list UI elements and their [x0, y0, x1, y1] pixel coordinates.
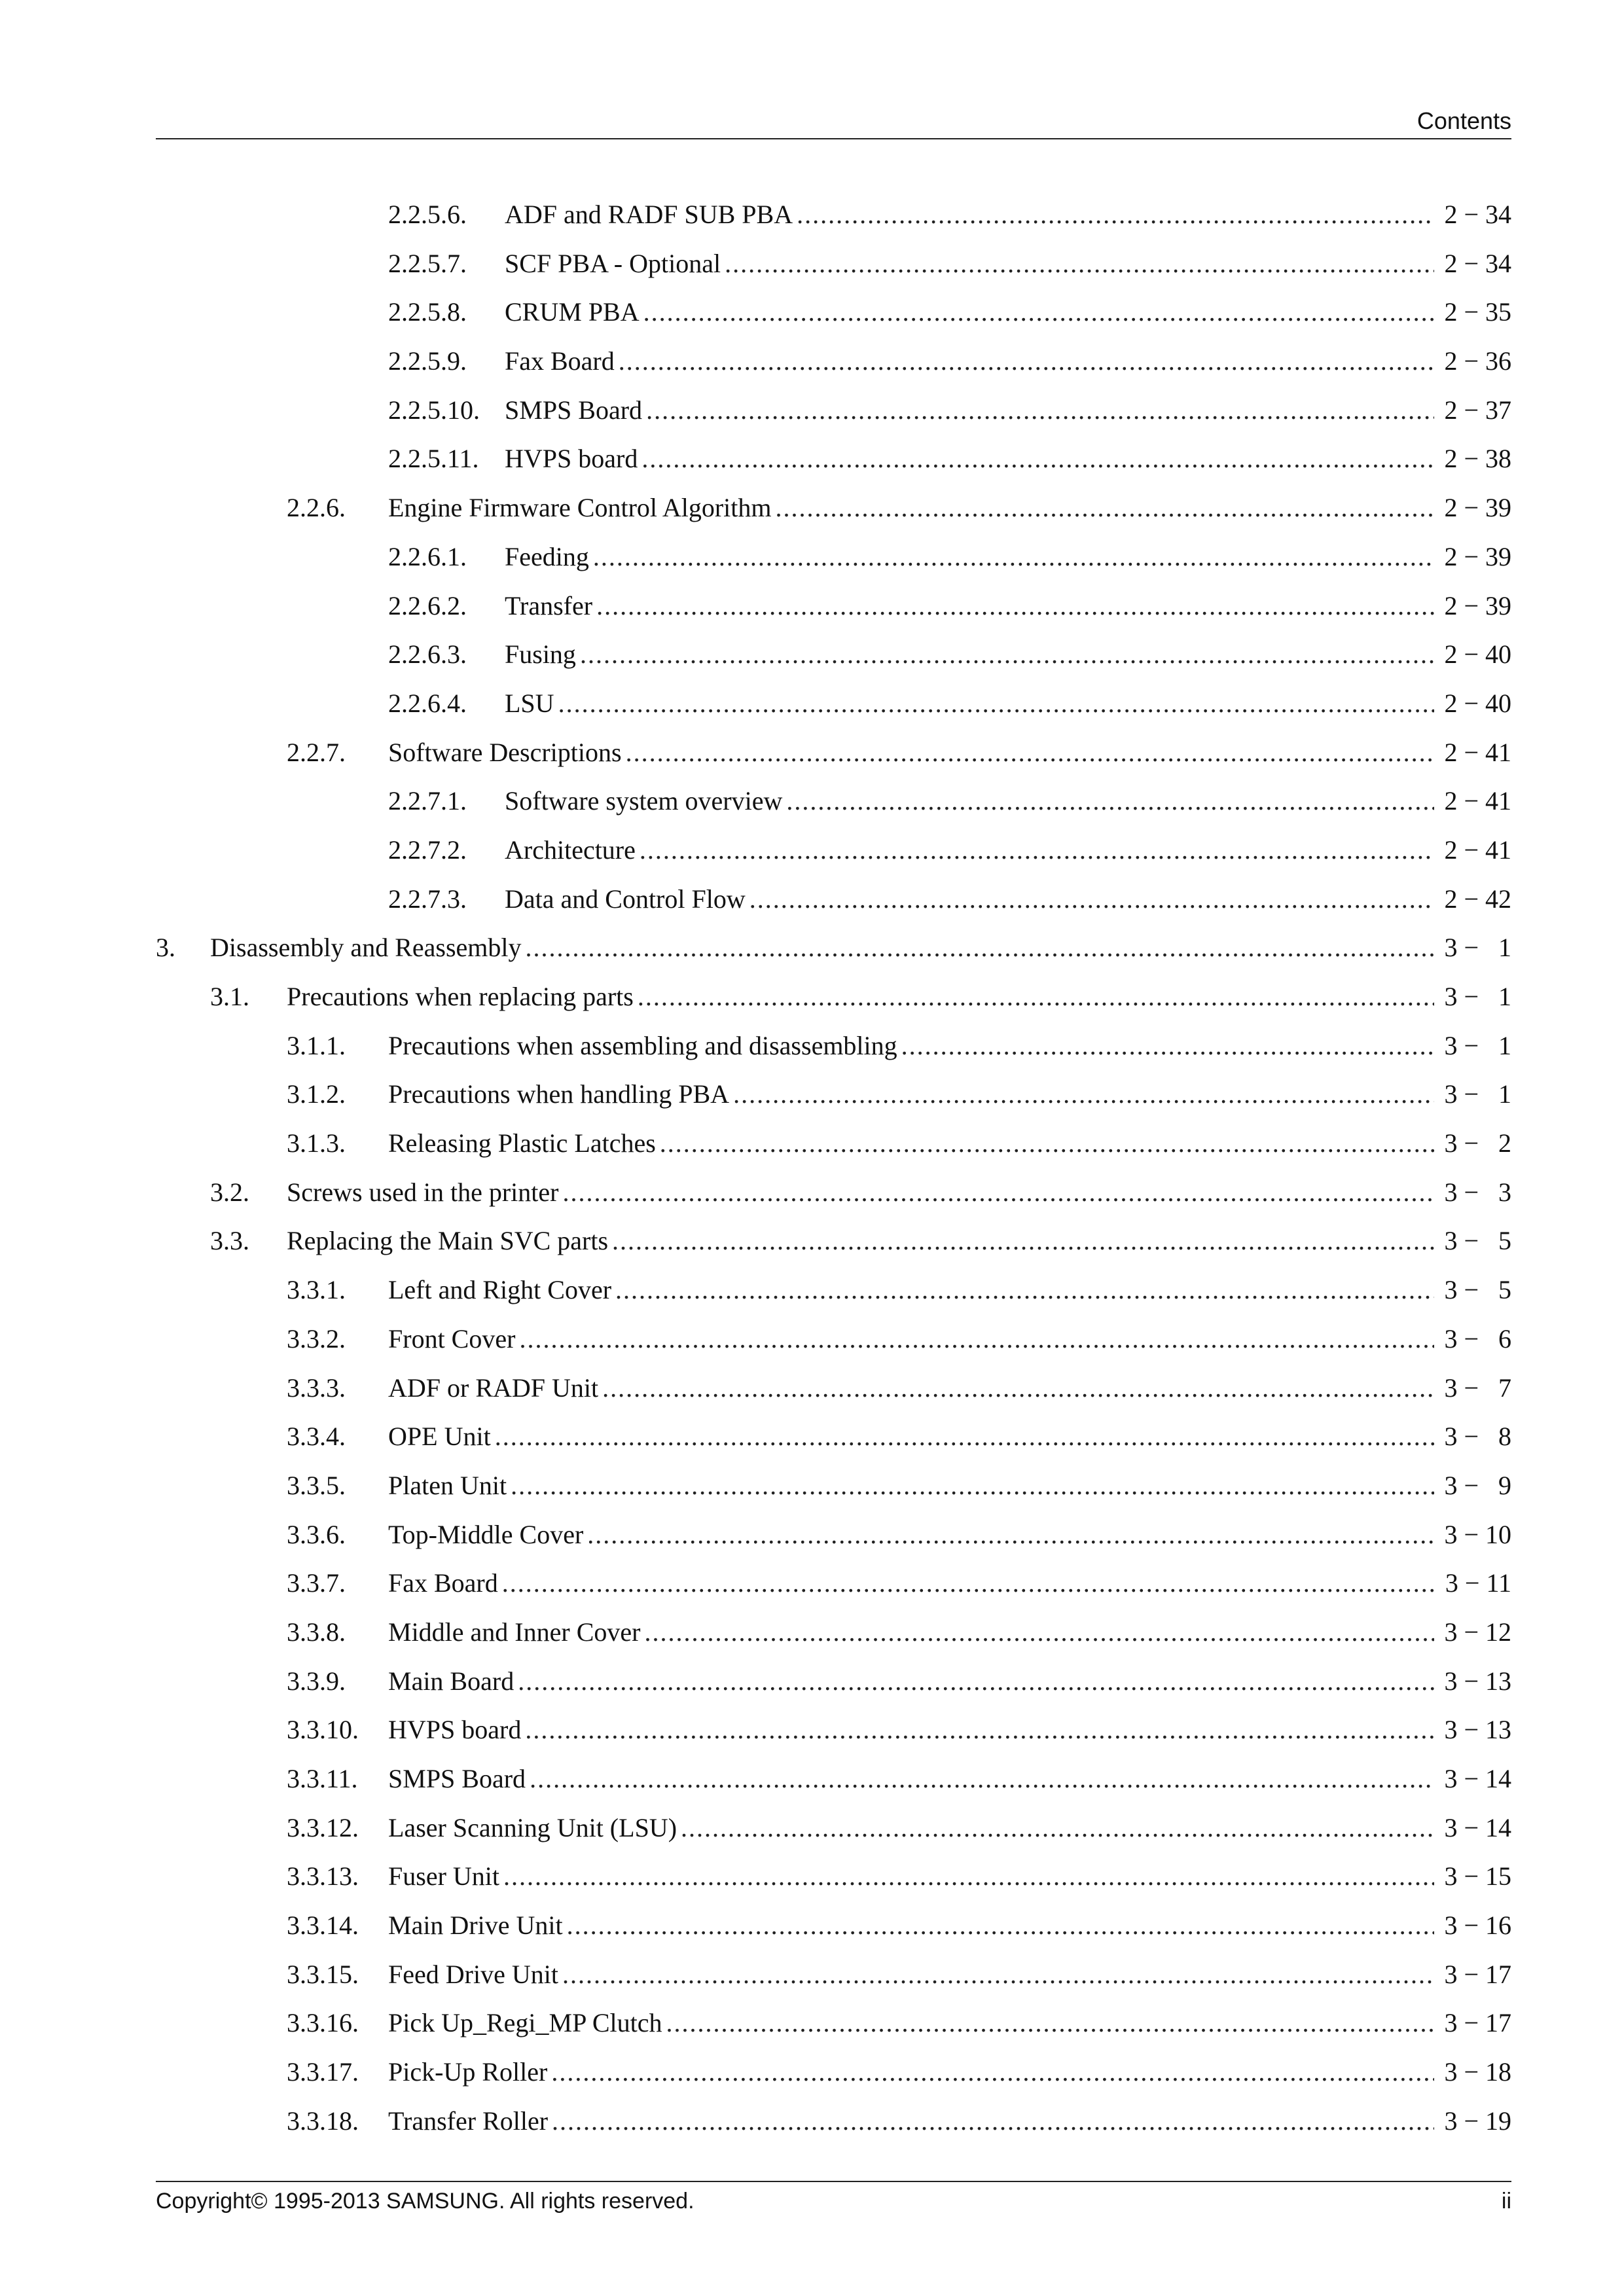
toc-entry-line — [388, 1462, 1511, 1511]
dot-leader — [602, 1364, 1434, 1413]
toc-entry-page: 3 − 18 — [1434, 2048, 1511, 2097]
dot-leader — [612, 1217, 1434, 1266]
toc-entry-page: 3 − 5 — [1434, 1266, 1511, 1315]
toc-entry-title: ADF or RADF Unit — [388, 1364, 602, 1413]
toc-entry-number: 3.1. — [210, 982, 249, 1011]
toc-entry-title: Replacing the Main SVC parts — [287, 1217, 612, 1266]
toc-entry-line — [505, 582, 1511, 631]
toc-entry[interactable] — [156, 1462, 1511, 1511]
dot-leader — [749, 875, 1434, 924]
toc-entry-title: HVPS board — [388, 1706, 525, 1755]
toc-entry-page: 2 − 38 — [1434, 435, 1511, 484]
toc-entry-page: 3 − 7 — [1434, 1364, 1511, 1413]
toc-entry-page: 3 − 9 — [1434, 1462, 1511, 1511]
dot-leader — [567, 1901, 1434, 1950]
toc-entry-page: 3 − 2 — [1434, 1119, 1511, 1168]
toc-entry-page: 3 − 14 — [1434, 1804, 1511, 1853]
toc-entry-title: ADF and RADF SUB PBA — [505, 190, 797, 240]
dot-leader — [562, 1168, 1434, 1217]
toc-entry-number: 2.2.7.1. — [388, 786, 467, 816]
toc-entry-number: 2.2.6.1. — [388, 541, 467, 571]
toc-entry[interactable] — [156, 1657, 1511, 1706]
toc-entry-line — [505, 190, 1511, 240]
toc-entry-title: Screws used in the printer — [287, 1168, 562, 1217]
toc-entry-page: 3 − 8 — [1434, 1412, 1511, 1462]
toc-entry-title: Fuser Unit — [388, 1852, 503, 1901]
toc-entry-number: 3.1.2. — [287, 1079, 346, 1109]
dot-leader — [733, 1070, 1434, 1119]
toc-entry-title: HVPS board — [505, 435, 641, 484]
toc-entry-line — [505, 435, 1511, 484]
toc-entry-page: 3 − 11 — [1434, 1559, 1511, 1608]
toc-entry-line — [388, 1950, 1511, 2000]
page-number: ii — [1501, 2189, 1511, 2214]
toc-entry[interactable] — [156, 288, 1511, 337]
toc-entry-number: 2.2.5.6. — [388, 200, 467, 229]
toc-entry-title: CRUM PBA — [505, 288, 643, 337]
toc-entry[interactable] — [156, 240, 1511, 289]
dot-leader — [519, 1315, 1434, 1364]
toc-entry-number: 2.2.5.9. — [388, 346, 467, 376]
dot-leader — [641, 435, 1434, 484]
toc-entry-title: Feed Drive Unit — [388, 1950, 562, 2000]
toc-entry-title: Front Cover — [388, 1315, 519, 1364]
toc-entry-page: 2 − 41 — [1434, 777, 1511, 826]
dot-leader — [643, 288, 1434, 337]
toc-entry-line — [505, 533, 1511, 582]
toc-entry-page: 3 − 17 — [1434, 1999, 1511, 2048]
toc-entry-line — [388, 1657, 1511, 1706]
dot-leader — [646, 386, 1434, 435]
toc-entry[interactable] — [156, 2097, 1511, 2146]
dot-leader — [725, 240, 1434, 289]
toc-entry[interactable] — [156, 826, 1511, 875]
toc-entry-line — [388, 2048, 1511, 2097]
toc-entry[interactable] — [156, 1559, 1511, 1608]
toc-entry[interactable] — [156, 777, 1511, 826]
dot-leader — [580, 630, 1434, 679]
toc-entry-line — [388, 1511, 1511, 1560]
toc-entry-number: 3.3.5. — [287, 1470, 346, 1500]
toc-entry-page: 3 − 1 — [1434, 924, 1511, 973]
toc-entry-number: 2.2.5.11. — [388, 444, 479, 474]
toc-entry-page: 3 − 1 — [1434, 1070, 1511, 1119]
toc-entry-title: Pick Up_Regi_MP Clutch — [388, 1999, 666, 2048]
toc-entry-title: SCF PBA - Optional — [505, 240, 725, 289]
toc-entry-line — [388, 1315, 1511, 1364]
toc-entry-title: Precautions when replacing parts — [287, 973, 638, 1022]
toc-entry-number: 3.3.4. — [287, 1422, 346, 1452]
toc-entry-line — [287, 1217, 1511, 1266]
toc-entry-page: 2 − 40 — [1434, 679, 1511, 728]
toc-entry-line — [388, 1070, 1511, 1119]
toc-entry-page: 3 − 13 — [1434, 1657, 1511, 1706]
dot-leader — [619, 337, 1434, 386]
toc-entry[interactable] — [156, 1804, 1511, 1853]
toc-entry[interactable] — [156, 190, 1511, 240]
toc-entry-line — [388, 2097, 1511, 2146]
dot-leader — [518, 1657, 1434, 1706]
dot-leader — [666, 1999, 1434, 2048]
toc-entry-line — [505, 875, 1511, 924]
toc-entry-page: 2 − 34 — [1434, 190, 1511, 240]
toc-entry[interactable] — [156, 1217, 1511, 1266]
toc-entry[interactable] — [156, 386, 1511, 435]
toc-entry-page: 2 − 42 — [1434, 875, 1511, 924]
toc-entry[interactable] — [156, 1412, 1511, 1462]
toc-entry-line — [388, 1364, 1511, 1413]
toc-entry-title: Transfer — [505, 582, 596, 631]
toc-entry-line — [505, 777, 1511, 826]
toc-entry-number: 3.3.7. — [287, 1568, 346, 1598]
toc-entry-number: 3.1.3. — [287, 1128, 346, 1158]
toc-entry-title: LSU — [505, 679, 558, 728]
toc-entry[interactable] — [156, 484, 1511, 533]
toc-entry-page: 2 − 40 — [1434, 630, 1511, 679]
toc-entry-title: Data and Control Flow — [505, 875, 749, 924]
toc-entry[interactable] — [156, 1119, 1511, 1168]
toc-entry-line — [505, 630, 1511, 679]
toc-entry-title: SMPS Board — [505, 386, 646, 435]
toc-entry[interactable] — [156, 1168, 1511, 1217]
toc-entry-line — [388, 728, 1511, 778]
toc-entry-line — [505, 240, 1511, 289]
toc-entry-number: 3.3.17. — [287, 2057, 359, 2087]
toc-entry-line — [388, 1608, 1511, 1657]
toc-entry-title: Precautions when assembling and disassembling — [388, 1022, 901, 1071]
toc-entry[interactable] — [156, 1511, 1511, 1560]
dot-leader — [644, 1608, 1434, 1657]
toc-entry-number: 3.3.15. — [287, 1959, 359, 1989]
toc-entry[interactable] — [156, 337, 1511, 386]
toc-entry-page: 2 − 41 — [1434, 826, 1511, 875]
toc-entry[interactable] — [156, 1901, 1511, 1950]
toc-entry-title: Fax Board — [505, 337, 619, 386]
toc-entry-line — [287, 973, 1511, 1022]
toc-entry-line — [505, 337, 1511, 386]
toc-entry-line — [210, 924, 1511, 973]
toc-entry-number: 3.3.11. — [287, 1764, 358, 1793]
toc-entry-number: 3.3.9. — [287, 1666, 346, 1696]
toc-entry-title: Pick-Up Roller — [388, 2048, 551, 2097]
toc-entry-page: 3 − 12 — [1434, 1608, 1511, 1657]
toc-entry-title: Precautions when handling PBA — [388, 1070, 733, 1119]
toc-entry-title: Disassembly and Reassembly — [210, 924, 526, 973]
toc-entry-number: 2.2.7.2. — [388, 834, 467, 865]
page-title: Contents — [1416, 107, 1511, 134]
toc-entry-number: 2.2.6.4. — [388, 688, 467, 718]
toc-entry-page: 3 − 5 — [1434, 1217, 1511, 1266]
toc-entry[interactable] — [156, 1706, 1511, 1755]
toc-entry[interactable] — [156, 1315, 1511, 1364]
toc-entry-number: 3. — [156, 933, 175, 963]
dot-leader — [786, 777, 1434, 826]
dot-leader — [626, 728, 1434, 778]
toc-entry[interactable] — [156, 924, 1511, 973]
toc-entry[interactable] — [156, 630, 1511, 679]
toc-entry-number: 3.3.16. — [287, 2008, 359, 2038]
toc-entry-title: Laser Scanning Unit (LSU) — [388, 1804, 681, 1853]
toc-entry-number: 3.3.1. — [287, 1275, 346, 1305]
dot-leader — [596, 582, 1434, 631]
toc-entry-line — [388, 1901, 1511, 1950]
toc-entry-page: 3 − 19 — [1434, 2097, 1511, 2146]
toc-entry-title: Architecture — [505, 826, 640, 875]
toc-entry[interactable] — [156, 1755, 1511, 1804]
toc-entry-line — [388, 1022, 1511, 1071]
toc-entry-number: 3.3. — [210, 1226, 249, 1256]
toc-entry-page: 2 − 39 — [1434, 484, 1511, 533]
toc-entry-line — [388, 1412, 1511, 1462]
toc-entry-number: 3.1.1. — [287, 1030, 346, 1060]
toc-entry-number: 3.2. — [210, 1177, 249, 1207]
toc-entry-page: 2 − 34 — [1434, 240, 1511, 289]
dot-leader — [660, 1119, 1434, 1168]
toc-entry-line — [505, 826, 1511, 875]
toc-entry-line — [388, 1852, 1511, 1901]
toc-entry-line — [388, 1119, 1511, 1168]
toc-entry-page: 3 − 10 — [1434, 1511, 1511, 1560]
toc-entry-page: 3 − 6 — [1434, 1315, 1511, 1364]
toc-entry-page: 3 − 15 — [1434, 1852, 1511, 1901]
toc-entry[interactable] — [156, 1070, 1511, 1119]
toc-entry-title: Top-Middle Cover — [388, 1511, 587, 1560]
dot-leader — [681, 1804, 1434, 1853]
toc-entry-number: 2.2.6. — [287, 493, 346, 523]
toc-entry-page: 2 − 39 — [1434, 533, 1511, 582]
toc-entry-page: 2 − 39 — [1434, 582, 1511, 631]
dot-leader — [530, 1755, 1434, 1804]
toc-entry-title: Engine Firmware Control Algorithm — [388, 484, 776, 533]
dot-leader — [502, 1559, 1434, 1608]
toc-entry-page: 3 − 13 — [1434, 1706, 1511, 1755]
toc-entry-title: Left and Right Cover — [388, 1266, 615, 1315]
dot-leader — [558, 679, 1434, 728]
dot-leader — [587, 1511, 1434, 1560]
toc-entry[interactable] — [156, 728, 1511, 778]
toc-entry-line — [388, 1266, 1511, 1315]
toc-entry-number: 2.2.6.2. — [388, 590, 467, 620]
dot-leader — [526, 924, 1435, 973]
dot-leader — [615, 1266, 1434, 1315]
toc-entry-number: 3.3.18. — [287, 2106, 359, 2136]
dot-leader — [551, 2048, 1434, 2097]
toc-entry[interactable] — [156, 973, 1511, 1022]
toc-entry-line — [388, 484, 1511, 533]
dot-leader — [797, 190, 1434, 240]
toc-entry-line — [505, 386, 1511, 435]
toc-entry-title: Platen Unit — [388, 1462, 511, 1511]
dot-leader — [776, 484, 1435, 533]
table-of-contents — [156, 190, 1511, 2146]
toc-entry-number: 2.2.7.3. — [388, 884, 467, 914]
toc-entry[interactable] — [156, 582, 1511, 631]
page-header — [156, 108, 1511, 139]
dot-leader — [503, 1852, 1434, 1901]
dot-leader — [525, 1706, 1434, 1755]
toc-entry-page: 3 − 1 — [1434, 973, 1511, 1022]
toc-entry-title: Releasing Plastic Latches — [388, 1119, 660, 1168]
toc-entry-title: OPE Unit — [388, 1412, 495, 1462]
page-footer — [156, 2181, 1511, 2221]
toc-entry-number: 3.3.10. — [287, 1715, 359, 1745]
toc-entry[interactable] — [156, 1608, 1511, 1657]
toc-entry-line — [505, 679, 1511, 728]
toc-entry-line — [388, 1559, 1511, 1608]
dot-leader — [495, 1412, 1434, 1462]
copyright-notice: Copyright© 1995-2013 SAMSUNG. All rights reserved. — [156, 2189, 695, 2214]
toc-entry-title: Fusing — [505, 630, 580, 679]
toc-entry[interactable] — [156, 2048, 1511, 2097]
toc-entry-page: 3 − 1 — [1434, 1022, 1511, 1071]
toc-entry[interactable] — [156, 1852, 1511, 1901]
dot-leader — [638, 973, 1434, 1022]
toc-entry[interactable] — [156, 1022, 1511, 1071]
toc-entry-title: Fax Board — [388, 1559, 502, 1608]
toc-entry-number: 3.3.6. — [287, 1519, 346, 1549]
toc-entry-number: 2.2.5.8. — [388, 297, 467, 327]
toc-entry[interactable] — [156, 875, 1511, 924]
toc-entry-title: Transfer Roller — [388, 2097, 552, 2146]
toc-entry-number: 3.3.13. — [287, 1861, 359, 1892]
toc-entry-title: Feeding — [505, 533, 593, 582]
toc-entry-line — [388, 1999, 1511, 2048]
toc-entry-line — [388, 1706, 1511, 1755]
toc-entry[interactable] — [156, 1950, 1511, 2000]
toc-entry-title: Main Board — [388, 1657, 518, 1706]
toc-entry[interactable] — [156, 679, 1511, 728]
toc-entry-line — [505, 288, 1511, 337]
dot-leader — [511, 1462, 1434, 1511]
toc-entry-page: 3 − 3 — [1434, 1168, 1511, 1217]
dot-leader — [901, 1022, 1434, 1071]
dot-leader — [593, 533, 1434, 582]
toc-entry-number: 2.2.5.10. — [388, 395, 480, 425]
toc-entry[interactable] — [156, 435, 1511, 484]
toc-entry[interactable] — [156, 533, 1511, 582]
toc-entry[interactable] — [156, 1364, 1511, 1413]
toc-entry-page: 3 − 16 — [1434, 1901, 1511, 1950]
toc-entry-number: 3.3.8. — [287, 1617, 346, 1647]
toc-entry-number: 3.3.3. — [287, 1372, 346, 1403]
toc-entry-line — [388, 1755, 1511, 1804]
toc-entry-number: 3.3.2. — [287, 1323, 346, 1354]
toc-entry-title: Middle and Inner Cover — [388, 1608, 644, 1657]
toc-entry-title: SMPS Board — [388, 1755, 530, 1804]
toc-entry-title: Software Descriptions — [388, 728, 626, 778]
toc-entry-number: 2.2.5.7. — [388, 248, 467, 278]
toc-entry-number: 2.2.7. — [287, 737, 346, 767]
toc-entry-page: 2 − 35 — [1434, 288, 1511, 337]
toc-entry-page: 3 − 14 — [1434, 1755, 1511, 1804]
dot-leader — [562, 1950, 1434, 2000]
dot-leader — [640, 826, 1434, 875]
toc-entry-number: 3.3.12. — [287, 1812, 359, 1842]
dot-leader — [552, 2097, 1434, 2146]
toc-entry-number: 2.2.6.3. — [388, 639, 467, 670]
toc-entry-title: Software system overview — [505, 777, 786, 826]
toc-entry-page: 2 − 37 — [1434, 386, 1511, 435]
toc-entry-title: Main Drive Unit — [388, 1901, 567, 1950]
toc-entry-page: 3 − 17 — [1434, 1950, 1511, 2000]
toc-entry[interactable] — [156, 1266, 1511, 1315]
toc-entry-line — [287, 1168, 1511, 1217]
toc-entry-page: 2 − 36 — [1434, 337, 1511, 386]
toc-entry[interactable] — [156, 1999, 1511, 2048]
toc-entry-line — [388, 1804, 1511, 1853]
toc-entry-page: 2 − 41 — [1434, 728, 1511, 778]
toc-entry-number: 3.3.14. — [287, 1910, 359, 1941]
